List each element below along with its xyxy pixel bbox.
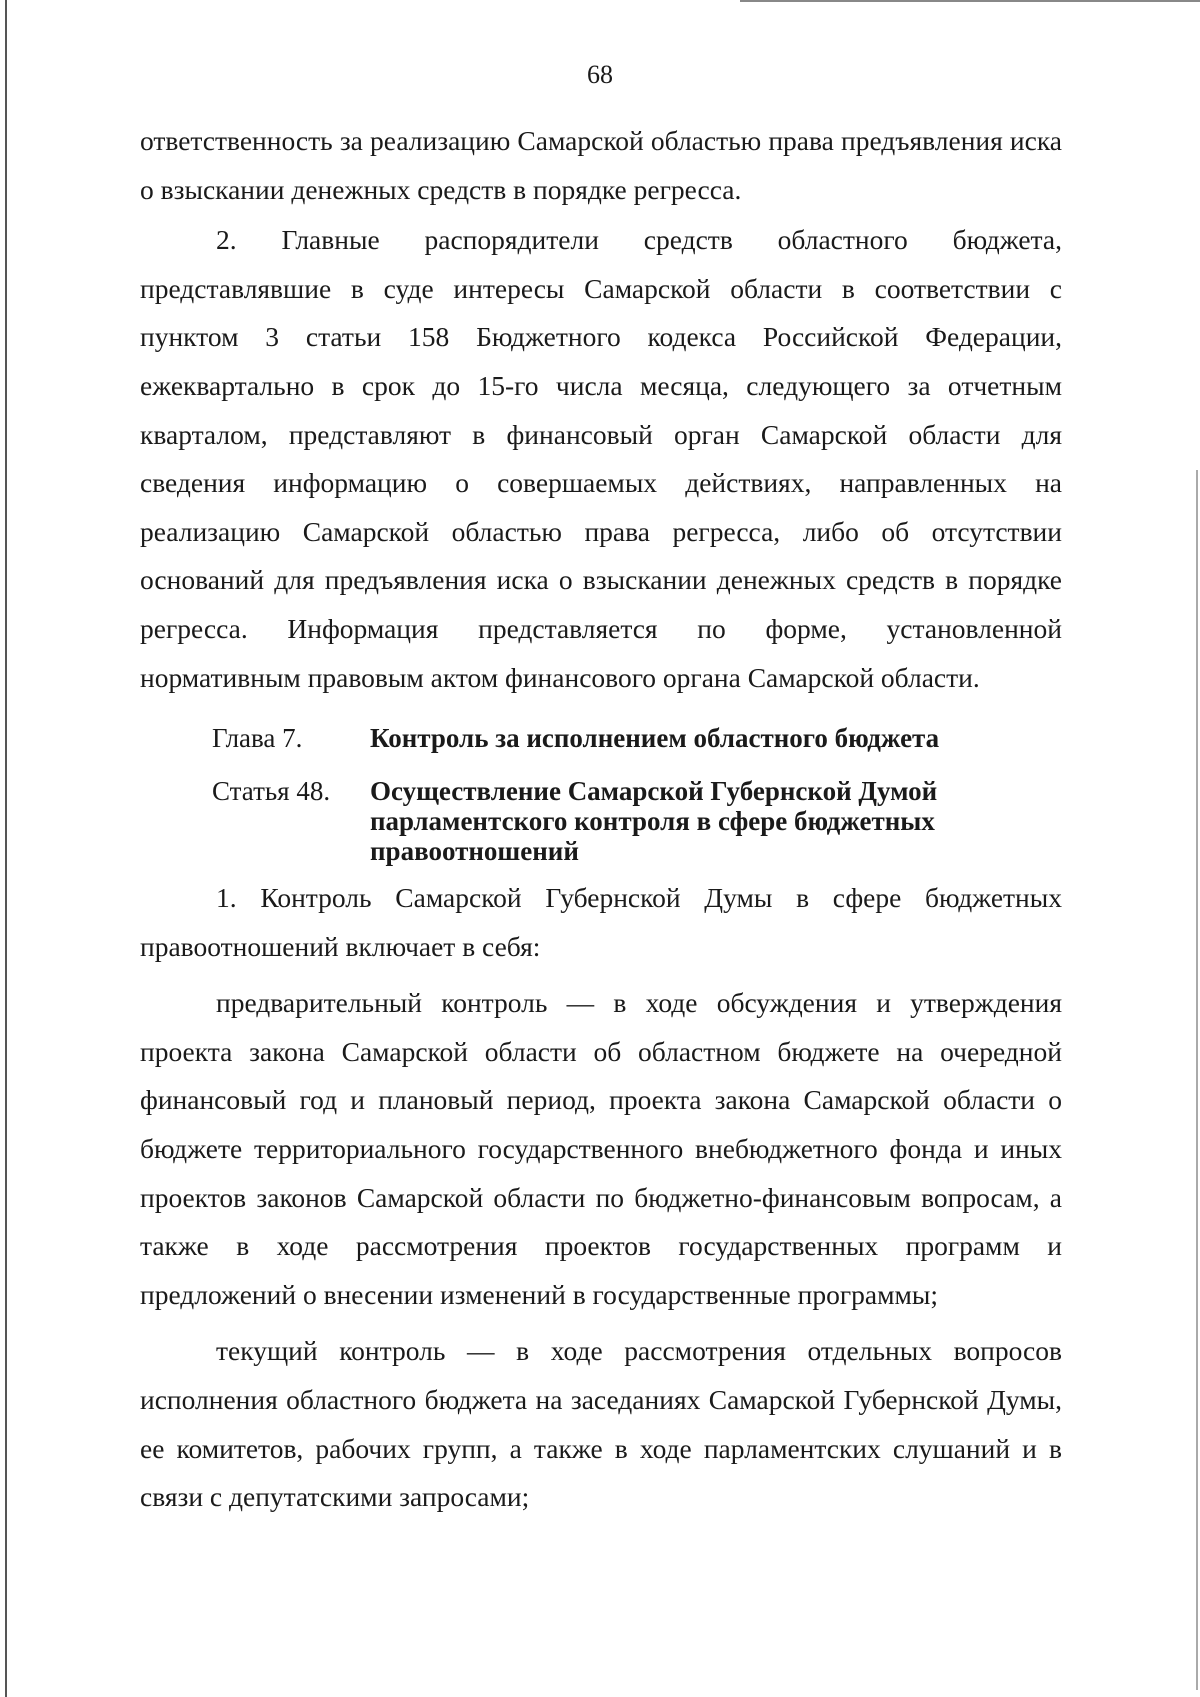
paragraph: текущий контроль — в ходе рассмотрения отдельных вопросов исполнения областного бюджета на заседаниях Самарской Губернской Думы, ее комитетов, рабочих групп, а также в ходе парламентских слушаний и в связи с депутатскими запросами; [140,1335,1062,1513]
scan-border-left [5,0,7,1697]
page-number: 68 [587,60,613,89]
scan-border-right [1196,470,1198,1690]
article-title: Осуществление Самарской Губернской Думой парламентского контроля в сфере бюджетных правоотношений [370,776,938,866]
text-block-top [140,117,1062,702]
paragraph: 2. Главные распорядители средств областного бюджета, представлявшие в суде интересы Самарской области в соответствии с пунктом 3 статьи 158 Бюджетного кодекса Российской Федерации, ежеквартально в срок до 15-го числа месяца, следующего за отчетным кварталом, представляют в финансовый орган Самарской области для сведения информацию о совершаемых действиях, направленных на реализацию Самарской областью права регресса, либо об отсутствии оснований для предъявления иска о взыскании денежных средств в порядке регресса. Информация представляется по форме, установленной нормативным правовым актом финансового органа Самарской области. [140,224,1062,693]
article-label: Статья 48. [212,776,331,806]
chapter-title: Контроль за исполнением областного бюджета [370,723,940,753]
scan-border-top [740,0,1200,2]
paragraph: ответственность за реализацию Самарской областью права предъявления иска о взыскании денежных средств в порядке регресса. [140,125,1062,205]
paragraph: предварительный контроль — в ходе обсуждения и утверждения проекта закона Самарской области об областном бюджете на очередной финансовый год и плановый период, проекта закона Самарской области о бюджете территориального государственного внебюджетного фонда и иных проектов законов Самарской области по бюджетно-финансовым вопросам, а также в ходе рассмотрения проектов государственных программ и предложений о внесении изменений в государственные программы; [140,987,1062,1310]
chapter-label: Глава 7. [212,723,303,753]
text-block-bottom [140,874,1062,1522]
paragraph: 1. Контроль Самарской Губернской Думы в сфере бюджетных правоотношений включает в себя: [140,882,1062,962]
